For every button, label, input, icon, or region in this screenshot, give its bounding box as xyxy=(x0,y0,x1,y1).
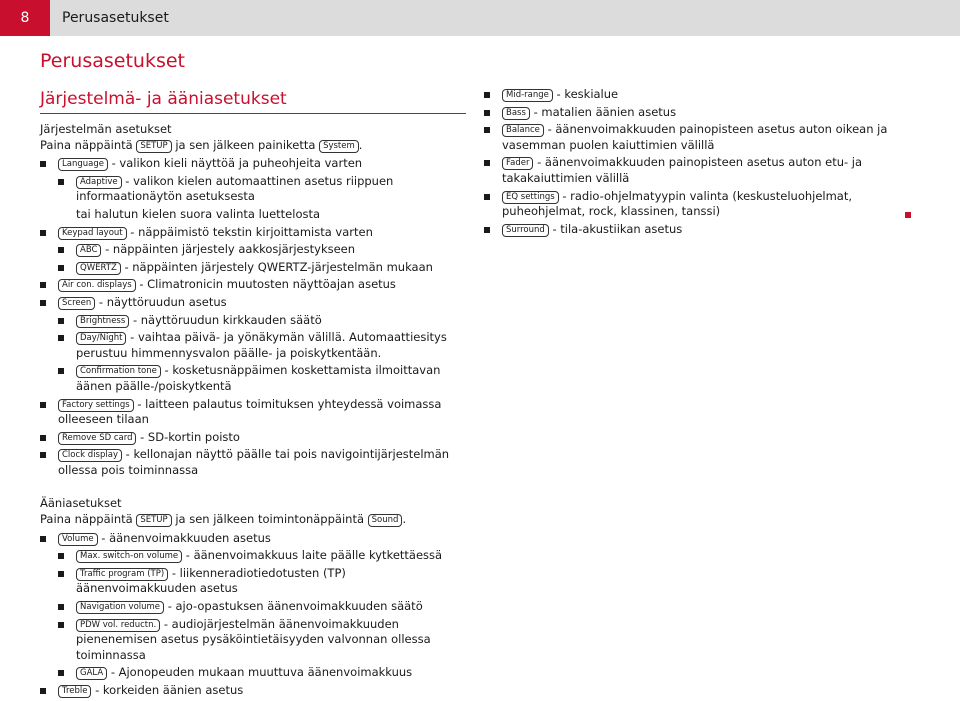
key-remove-sd-card: Remove SD card xyxy=(58,432,136,445)
bullet-icon xyxy=(484,127,490,133)
key-language: Language xyxy=(58,158,108,171)
list-item: Mid-range - keskialue xyxy=(484,87,920,103)
sound-subtitle: Ääniasetukset xyxy=(40,496,122,511)
key-confirmation-tone: Confirmation tone xyxy=(76,365,161,378)
bullet-icon xyxy=(40,688,46,694)
bullet-icon xyxy=(484,92,490,98)
key-max-switch-on-volume: Max. switch-on volume xyxy=(76,550,182,563)
bullet-icon xyxy=(40,300,46,306)
left-column xyxy=(40,122,466,701)
setup-key: SETUP xyxy=(136,140,171,153)
main-heading: Perusasetukset xyxy=(40,50,185,72)
list-item: Max. switch-on volume - äänenvoimakkuus laite päälle kytkettäessä xyxy=(40,548,466,564)
list-item: Factory settings - laitteen palautus toimituksen yhteydessä voimassa olleeseen tilaan xyxy=(40,397,466,428)
list-item: Screen - näyttöruudun asetus xyxy=(40,295,466,311)
header-title: Perusasetukset xyxy=(62,10,169,26)
list-item: Treble - korkeiden äänien asetus xyxy=(40,683,466,699)
page-number: 8 xyxy=(0,0,50,36)
list-item: PDW vol. reductn. - audiojärjestelmän äänenvoimakkuuden pienenemisen asetus pysäköintietäisyyden valvonnan ollessa toiminnassa xyxy=(40,617,466,664)
list-item: Air con. displays - Climatronicin muutosten näyttöajan asetus xyxy=(40,277,466,293)
key-treble: Treble xyxy=(58,685,91,698)
key-adaptive: Adaptive xyxy=(76,176,122,189)
key-clock-display: Clock display xyxy=(58,449,122,462)
bullet-icon xyxy=(58,179,64,185)
bullet-icon xyxy=(484,227,490,233)
key-balance: Balance xyxy=(502,124,544,137)
bullet-icon xyxy=(40,435,46,441)
list-item: Clock display - kellonajan näyttö päälle tai pois navigointijärjestelmän ollessa pois toiminnassa xyxy=(40,447,466,478)
bullet-icon xyxy=(40,230,46,236)
system-intro: Paina näppäintä SETUP ja sen jälkeen painiketta System . xyxy=(40,137,363,152)
list-item: Brightness - näyttöruudun kirkkauden säätö xyxy=(40,313,466,329)
header-bar xyxy=(50,0,960,36)
bullet-icon xyxy=(40,282,46,288)
bullet-icon xyxy=(40,536,46,542)
list-item: Fader - äänenvoimakkuuden painopisteen asetus auton etu- ja takakaiuttimien välillä xyxy=(484,155,920,186)
bullet-icon xyxy=(484,110,490,116)
list-item: GALA - Ajonopeuden mukaan muuttuva äänenvoimakkuus xyxy=(40,665,466,681)
setup-key: SETUP xyxy=(136,514,171,527)
bullet-icon xyxy=(58,335,64,341)
key-brightness: Brightness xyxy=(76,315,129,328)
bullet-icon xyxy=(58,265,64,271)
list-item: tai halutun kielen suora valinta luettelosta xyxy=(76,206,321,221)
list-item: Day/Night - vaihtaa päivä- ja yönäkymän välillä. Automaattiesitys perustuu himmennysvalon päälle- ja poiskytkentään. xyxy=(40,330,466,361)
key-bass: Bass xyxy=(502,107,530,120)
bullet-icon xyxy=(58,318,64,324)
sound-key: Sound xyxy=(368,514,403,527)
key-qwertz: QWERTZ xyxy=(76,262,121,275)
sound-intro: Paina näppäintä SETUP ja sen jälkeen toimintonäppäintä Sound . xyxy=(40,512,407,527)
list-item: Surround - tila-akustiikan asetus xyxy=(484,222,920,238)
section-end-mark xyxy=(905,212,911,218)
key-mid-range: Mid-range xyxy=(502,89,553,102)
list-item: Keypad layout - näppäimistö tekstin kirjoittamista varten xyxy=(40,225,466,241)
key-day-night: Day/Night xyxy=(76,332,126,345)
list-item: Adaptive - valikon kielen automaattinen asetus riippuen informaationäytön asetuksesta xyxy=(40,174,466,205)
section-divider xyxy=(40,113,466,114)
key-air-con-displays: Air con. displays xyxy=(58,279,136,292)
list-item: Language - valikon kieli näyttöä ja puheohjeita varten xyxy=(40,156,466,172)
bullet-icon xyxy=(58,670,64,676)
bullet-icon xyxy=(484,194,490,200)
list-item: EQ settings - radio-ohjelmatyypin valinta (keskusteluohjelmat, puheohjelmat, rock, klassinen, tanssi) xyxy=(484,189,920,220)
key-volume: Volume xyxy=(58,533,98,546)
list-item: Remove SD card - SD-kortin poisto xyxy=(40,430,466,446)
key-gala: GALA xyxy=(76,667,107,680)
list-item: Traffic program (TP) - liikenneradiotiedotusten (TP) äänenvoimakkuuden asetus xyxy=(40,566,466,597)
page-header xyxy=(0,0,960,36)
bullet-icon xyxy=(40,161,46,167)
bullet-icon xyxy=(58,604,64,610)
key-screen: Screen xyxy=(58,297,95,310)
key-keypad-layout: Keypad layout xyxy=(58,227,127,240)
key-fader: Fader xyxy=(502,157,533,170)
bullet-icon xyxy=(58,247,64,253)
key-pdw-vol-reductn: PDW vol. reductn. xyxy=(76,619,160,632)
list-item: Bass - matalien äänien asetus xyxy=(484,105,920,121)
bullet-icon xyxy=(58,622,64,628)
key-navigation-volume: Navigation volume xyxy=(76,601,164,614)
bullet-icon xyxy=(58,553,64,559)
list-item: Volume - äänenvoimakkuuden asetus xyxy=(40,531,466,547)
bullet-icon xyxy=(484,160,490,166)
key-surround: Surround xyxy=(502,224,549,237)
key-abc: ABC xyxy=(76,244,101,257)
bullet-icon xyxy=(58,571,64,577)
system-subtitle: Järjestelmän asetukset xyxy=(40,122,172,136)
bullet-icon xyxy=(40,452,46,458)
list-item: Balance - äänenvoimakkuuden painopisteen asetus auton oikean ja vasemman puolen kaiuttimien välillä xyxy=(484,122,920,153)
system-key: System xyxy=(319,140,359,153)
list-item: Confirmation tone - kosketusnäppäimen koskettamista ilmoittavan äänen päälle-/poiskytkentä xyxy=(40,363,466,394)
list-item: Navigation volume - ajo-opastuksen äänenvoimakkuuden säätö xyxy=(40,599,466,615)
right-column xyxy=(484,87,920,239)
list-item: QWERTZ - näppäinten järjestely QWERTZ-järjestelmän mukaan xyxy=(40,260,466,276)
bullet-icon xyxy=(40,402,46,408)
section-heading: Järjestelmä- ja ääniasetukset xyxy=(40,89,287,109)
key-factory-settings: Factory settings xyxy=(58,399,134,412)
list-item: ABC - näppäinten järjestely aakkosjärjestykseen xyxy=(40,242,466,258)
key-eq-settings: EQ settings xyxy=(502,191,559,204)
bullet-icon xyxy=(58,368,64,374)
key-traffic-program: Traffic program (TP) xyxy=(76,568,168,581)
